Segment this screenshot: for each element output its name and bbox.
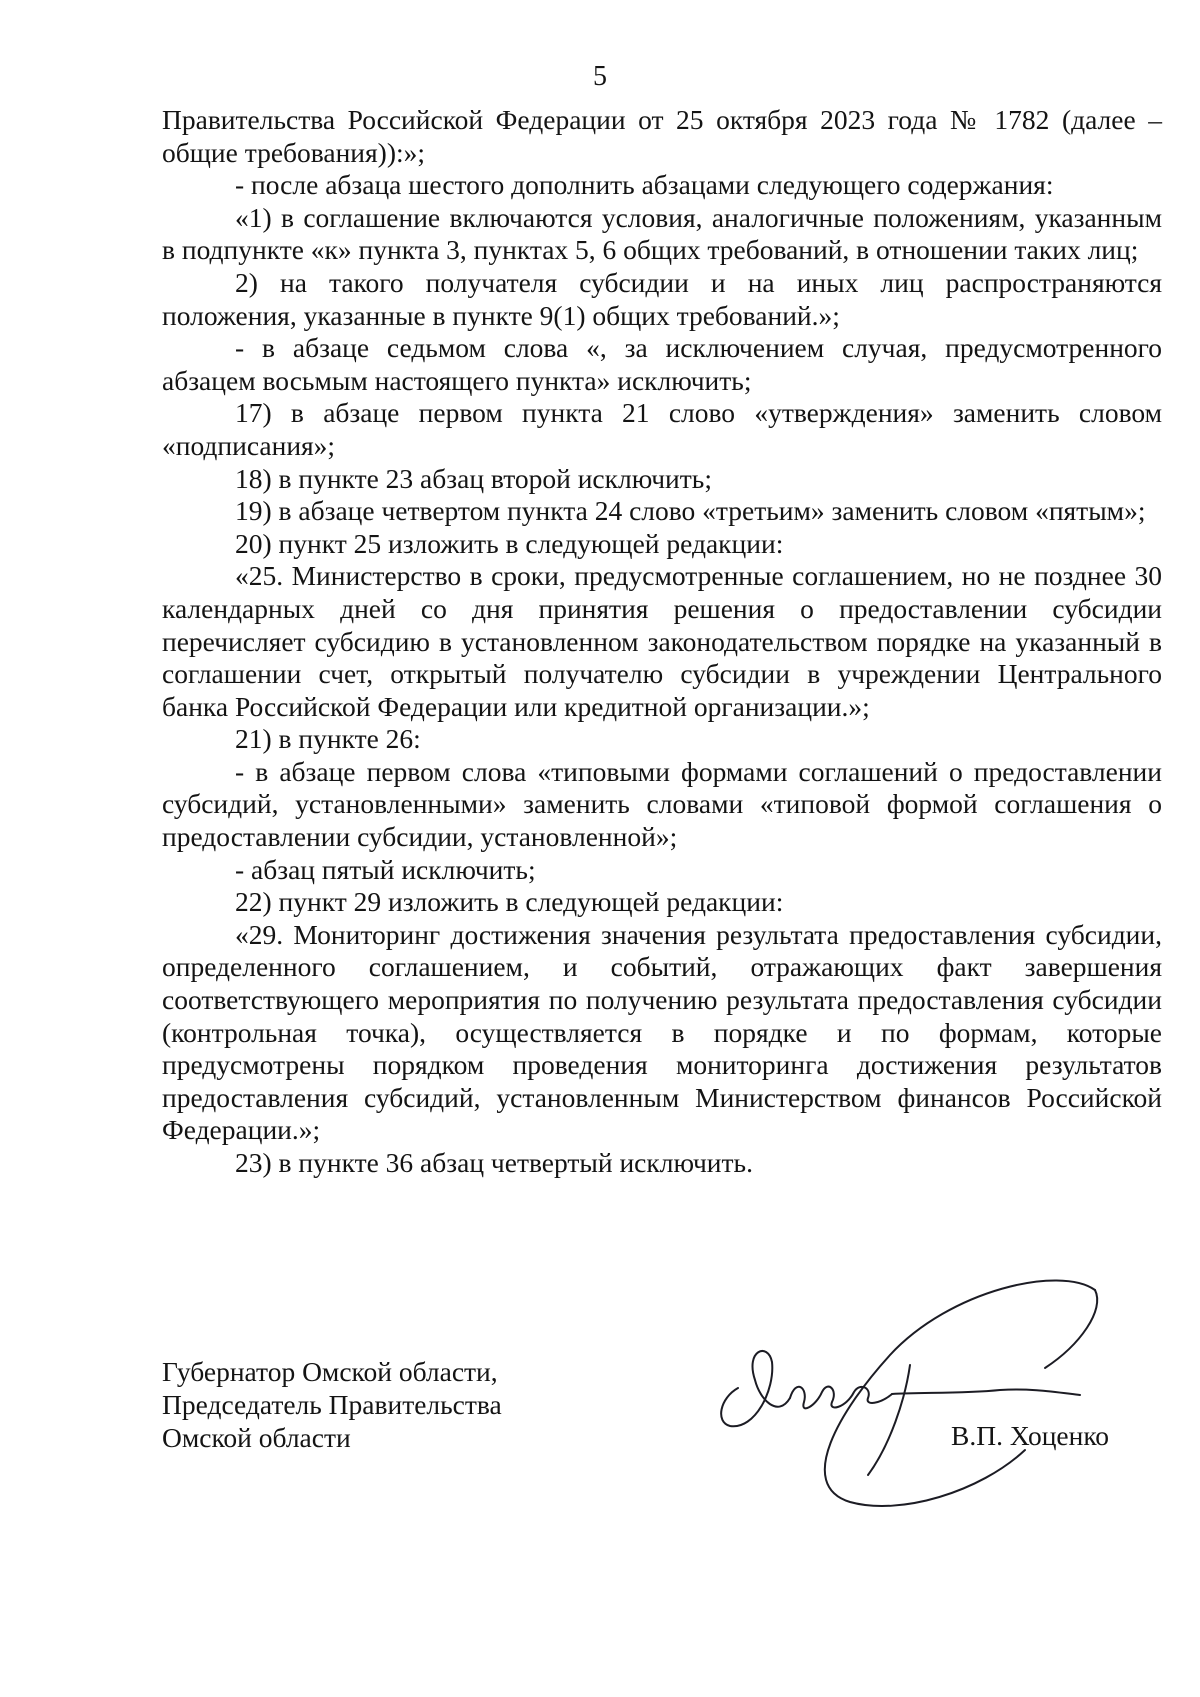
paragraph: 2) на такого получателя субсидии и на иных лиц распространяются положения, указанные в пункте 9(1) общих требований.»; [162, 266, 1162, 331]
paragraph: 17) в абзаце первом пункта 21 слово «утверждения» заменить словом «подписания»; [162, 397, 1162, 461]
paragraph: 19) в абзаце четвертом пункта 24 слово «третьим» заменить словом «пятым»; [235, 495, 1146, 527]
signatory-title [162, 1355, 502, 1454]
paragraph: 22) пункт 29 изложить в следующей редакции: [235, 886, 784, 918]
signatory-name: В.П. Хоценко [951, 1420, 1110, 1451]
paragraph: - абзац пятый исключить; [235, 853, 536, 885]
signatory-title-line: Омской области [162, 1422, 351, 1453]
signatory-title-line: Председатель Правительства [162, 1389, 502, 1420]
paragraph: «29. Мониторинг достижения значения результата предоставления субсидии, определенного соглашением, и событий, отражающих факт завершения соответствующего мероприятия по получению результата предоставления субсидии (контрольная точка), осуществляется в порядке и по формам, которые предусмотрены порядком проведения мониторинга достижения результатов предоставления субсидий, установленным Министерством финансов Российской Федерации.»; [162, 918, 1162, 1146]
paragraph: 18) в пункте 23 абзац второй исключить; [235, 462, 712, 494]
page-number: 5 [593, 61, 607, 92]
paragraph: «25. Министерство в сроки, предусмотренные соглашением, но не позднее 30 календарных дней со дня принятия решения о предоставлении субсидии перечисляет субсидию в установленном законодательством порядке на указанный в соглашении счет, открытый получателю субсидии в учреждении Центрального банка Российской Федерации или кредитной организации.»; [162, 560, 1162, 722]
paragraph: Правительства Российской Федерации от 25 октября 2023 года № 1782 (далее – общие требования)):»; [162, 104, 1162, 168]
paragraph: - после абзаца шестого дополнить абзацами следующего содержания: [235, 169, 1054, 201]
paragraph: - в абзаце седьмом слова «, за исключением случая, предусмотренного абзацем восьмым настоящего пункта» исключить; [162, 332, 1162, 396]
paragraph: 20) пункт 25 изложить в следующей редакции: [235, 527, 784, 559]
paragraph: 23) в пункте 36 абзац четвертый исключить. [235, 1147, 753, 1178]
paragraph: «1) в соглашение включаются условия, аналогичные положениям, указанным в подпункте «к» пункта 3, пунктах 5, 6 общих требований, в отношении таких лиц; [162, 201, 1162, 266]
handwritten-signature [700, 1270, 1120, 1520]
signatory-title-line: Губернатор Омской области, [162, 1356, 498, 1387]
paragraph: 21) в пункте 26: [235, 723, 421, 755]
document-body [162, 104, 1162, 1180]
paragraph: - в абзаце первом слова «типовыми формами соглашений о предоставлении субсидий, установленными» заменить словами «типовой формой соглашения о предоставлении субсидии, установленной»; [162, 755, 1162, 853]
